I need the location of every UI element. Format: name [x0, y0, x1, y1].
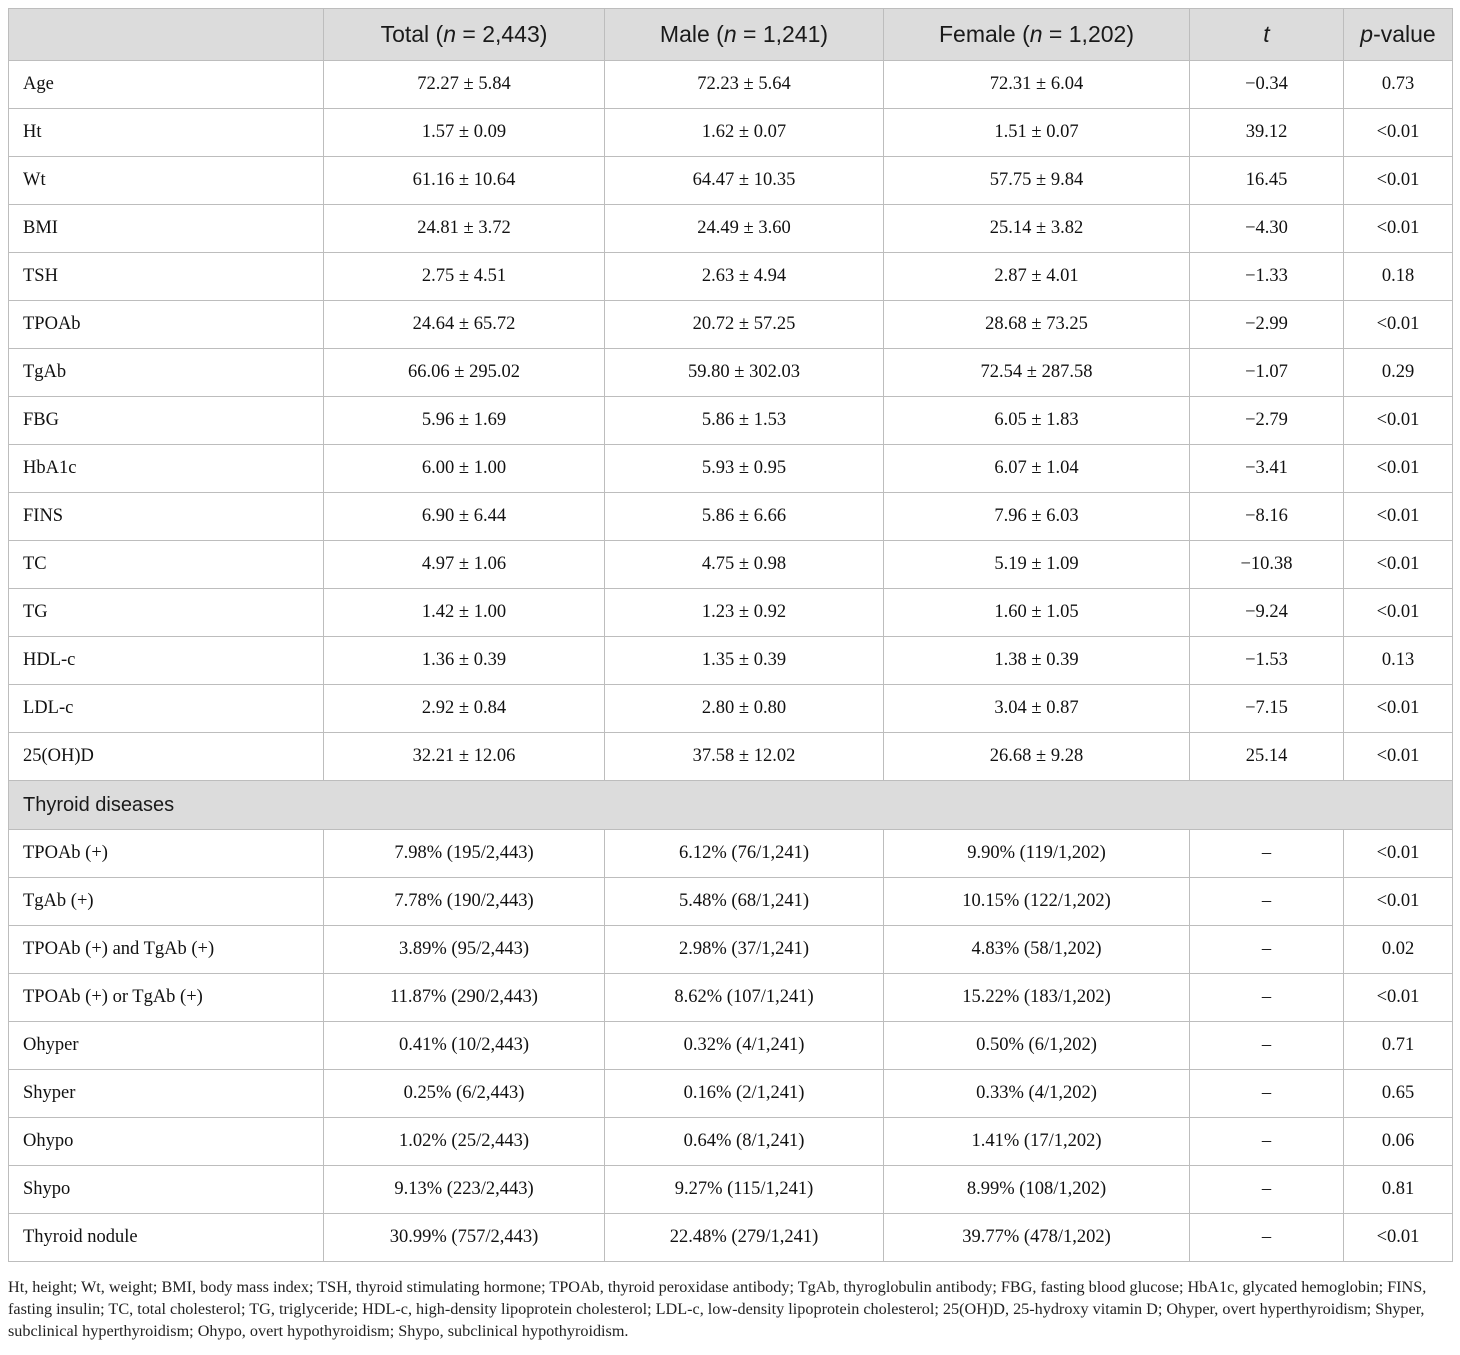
cell-total: 1.57 ± 0.09 — [324, 109, 605, 157]
cell-label: TPOAb (+) or TgAb (+) — [9, 974, 324, 1022]
cell-label: LDL-c — [9, 685, 324, 733]
cell-t: – — [1190, 1166, 1344, 1214]
cell-female: 72.31 ± 6.04 — [884, 61, 1190, 109]
cell-t: −9.24 — [1190, 589, 1344, 637]
cell-p: 0.06 — [1344, 1118, 1453, 1166]
cell-label: TPOAb (+) — [9, 830, 324, 878]
cell-p: 0.13 — [1344, 637, 1453, 685]
header-male: Male (n = 1,241) — [605, 9, 884, 61]
cell-female: 57.75 ± 9.84 — [884, 157, 1190, 205]
cell-female: 72.54 ± 287.58 — [884, 349, 1190, 397]
cell-label: Age — [9, 61, 324, 109]
cell-t: −8.16 — [1190, 493, 1344, 541]
cell-p: <0.01 — [1344, 205, 1453, 253]
cell-p: <0.01 — [1344, 1214, 1453, 1262]
cell-total: 5.96 ± 1.69 — [324, 397, 605, 445]
cell-female: 26.68 ± 9.28 — [884, 733, 1190, 781]
cell-p: <0.01 — [1344, 878, 1453, 926]
cell-female: 1.51 ± 0.07 — [884, 109, 1190, 157]
cell-male: 0.16% (2/1,241) — [605, 1070, 884, 1118]
cell-total: 7.98% (195/2,443) — [324, 830, 605, 878]
table-row — [9, 878, 1453, 926]
cell-label: Ohypo — [9, 1118, 324, 1166]
table-row — [9, 109, 1453, 157]
cell-p: <0.01 — [1344, 397, 1453, 445]
cell-t: – — [1190, 1214, 1344, 1262]
cell-total: 6.00 ± 1.00 — [324, 445, 605, 493]
cell-male: 5.86 ± 6.66 — [605, 493, 884, 541]
table-row — [9, 1166, 1453, 1214]
cell-label: Shypo — [9, 1166, 324, 1214]
cell-male: 4.75 ± 0.98 — [605, 541, 884, 589]
cell-p: <0.01 — [1344, 685, 1453, 733]
table-footnote: Ht, height; Wt, weight; BMI, body mass index; TSH, thyroid stimulating hormone; TPOAb, thyroid peroxidase antibody; TgAb, thyroglobulin antibody; FBG, fasting blood glucose; HbA1c, glycated hemoglobin; FINS, fasting insulin; TC, total cholesterol; TG, triglyceride; HDL-c, high-density lipoprotein cholesterol; LDL-c, low-density lipoprotein cholesterol; 25(OH)D, 25-hydroxy vitamin D; Ohyper, overt hyperthyroidism; Shyper, subclinical hyperthyroidism; Ohypo, overt hypothyroidism; Shypo, subclinical hypothyroidism. — [8, 1278, 1427, 1340]
cell-p: <0.01 — [1344, 157, 1453, 205]
cell-label: BMI — [9, 205, 324, 253]
cell-t: −2.79 — [1190, 397, 1344, 445]
cell-total: 24.64 ± 65.72 — [324, 301, 605, 349]
table-row — [9, 733, 1453, 781]
cell-total: 2.75 ± 4.51 — [324, 253, 605, 301]
cell-label: Ht — [9, 109, 324, 157]
cell-t: 16.45 — [1190, 157, 1344, 205]
cell-female: 1.38 ± 0.39 — [884, 637, 1190, 685]
cell-male: 2.98% (37/1,241) — [605, 926, 884, 974]
cell-t: −2.99 — [1190, 301, 1344, 349]
table-row — [9, 157, 1453, 205]
cell-total: 0.41% (10/2,443) — [324, 1022, 605, 1070]
cell-male: 9.27% (115/1,241) — [605, 1166, 884, 1214]
cell-total: 1.02% (25/2,443) — [324, 1118, 605, 1166]
cell-total: 11.87% (290/2,443) — [324, 974, 605, 1022]
cell-female: 9.90% (119/1,202) — [884, 830, 1190, 878]
cell-total: 30.99% (757/2,443) — [324, 1214, 605, 1262]
table-row — [9, 349, 1453, 397]
cell-p: <0.01 — [1344, 109, 1453, 157]
cell-p: <0.01 — [1344, 589, 1453, 637]
cell-total: 3.89% (95/2,443) — [324, 926, 605, 974]
cell-label: TgAb (+) — [9, 878, 324, 926]
cell-male: 6.12% (76/1,241) — [605, 830, 884, 878]
table-row — [9, 926, 1453, 974]
cell-total: 9.13% (223/2,443) — [324, 1166, 605, 1214]
cell-t: – — [1190, 1070, 1344, 1118]
cell-male: 59.80 ± 302.03 — [605, 349, 884, 397]
cell-label: FBG — [9, 397, 324, 445]
cell-total: 32.21 ± 12.06 — [324, 733, 605, 781]
cell-female: 7.96 ± 6.03 — [884, 493, 1190, 541]
cell-label: TSH — [9, 253, 324, 301]
table-row — [9, 493, 1453, 541]
cell-label: FINS — [9, 493, 324, 541]
cell-female: 15.22% (183/1,202) — [884, 974, 1190, 1022]
cell-p: 0.02 — [1344, 926, 1453, 974]
table-container — [8, 8, 1452, 1342]
cell-t: – — [1190, 830, 1344, 878]
cell-male: 1.35 ± 0.39 — [605, 637, 884, 685]
cell-label: Thyroid nodule — [9, 1214, 324, 1262]
table-row — [9, 1118, 1453, 1166]
cell-label: TPOAb — [9, 301, 324, 349]
cell-total: 61.16 ± 10.64 — [324, 157, 605, 205]
cell-male: 5.48% (68/1,241) — [605, 878, 884, 926]
cell-t: – — [1190, 1022, 1344, 1070]
cell-t: −4.30 — [1190, 205, 1344, 253]
cell-male: 2.80 ± 0.80 — [605, 685, 884, 733]
cell-male: 37.58 ± 12.02 — [605, 733, 884, 781]
section-row — [9, 781, 1453, 830]
cell-female: 39.77% (478/1,202) — [884, 1214, 1190, 1262]
cell-female: 2.87 ± 4.01 — [884, 253, 1190, 301]
cell-t: −1.33 — [1190, 253, 1344, 301]
cell-total: 6.90 ± 6.44 — [324, 493, 605, 541]
cell-female: 6.05 ± 1.83 — [884, 397, 1190, 445]
cell-p: <0.01 — [1344, 445, 1453, 493]
cell-label: 25(OH)D — [9, 733, 324, 781]
cell-female: 1.41% (17/1,202) — [884, 1118, 1190, 1166]
cell-p: <0.01 — [1344, 830, 1453, 878]
table-row — [9, 589, 1453, 637]
cell-total: 2.92 ± 0.84 — [324, 685, 605, 733]
cell-p: 0.81 — [1344, 1166, 1453, 1214]
cell-label: HbA1c — [9, 445, 324, 493]
cell-female: 5.19 ± 1.09 — [884, 541, 1190, 589]
cell-t: −0.34 — [1190, 61, 1344, 109]
cell-t: −3.41 — [1190, 445, 1344, 493]
cell-female: 6.07 ± 1.04 — [884, 445, 1190, 493]
cell-label: TgAb — [9, 349, 324, 397]
header-female: Female (n = 1,202) — [884, 9, 1190, 61]
cell-female: 8.99% (108/1,202) — [884, 1166, 1190, 1214]
cell-p: 0.29 — [1344, 349, 1453, 397]
header-total: Total (n = 2,443) — [324, 9, 605, 61]
cell-label: Shyper — [9, 1070, 324, 1118]
cell-p: 0.18 — [1344, 253, 1453, 301]
cell-label: TPOAb (+) and TgAb (+) — [9, 926, 324, 974]
header-row — [9, 9, 1453, 61]
table-row — [9, 1214, 1453, 1262]
cell-label: Ohyper — [9, 1022, 324, 1070]
cell-p: <0.01 — [1344, 974, 1453, 1022]
table-row — [9, 445, 1453, 493]
cell-label: TC — [9, 541, 324, 589]
table-row — [9, 685, 1453, 733]
header-p-value: p-value — [1344, 9, 1453, 61]
cell-total: 1.42 ± 1.00 — [324, 589, 605, 637]
cell-female: 0.33% (4/1,202) — [884, 1070, 1190, 1118]
cell-total: 0.25% (6/2,443) — [324, 1070, 605, 1118]
cell-p: 0.65 — [1344, 1070, 1453, 1118]
cell-male: 20.72 ± 57.25 — [605, 301, 884, 349]
cell-p: <0.01 — [1344, 493, 1453, 541]
cell-t: −1.53 — [1190, 637, 1344, 685]
cell-male: 2.63 ± 4.94 — [605, 253, 884, 301]
table-row — [9, 541, 1453, 589]
cell-t: 25.14 — [1190, 733, 1344, 781]
cell-female: 28.68 ± 73.25 — [884, 301, 1190, 349]
cell-t: – — [1190, 1118, 1344, 1166]
cell-total: 24.81 ± 3.72 — [324, 205, 605, 253]
header-label-blank — [9, 9, 324, 61]
cell-label: TG — [9, 589, 324, 637]
section-title: Thyroid diseases — [9, 781, 1453, 830]
table-header — [9, 9, 1453, 61]
cell-p: <0.01 — [1344, 733, 1453, 781]
cell-p: 0.73 — [1344, 61, 1453, 109]
cell-male: 22.48% (279/1,241) — [605, 1214, 884, 1262]
cell-t: 39.12 — [1190, 109, 1344, 157]
cell-female: 0.50% (6/1,202) — [884, 1022, 1190, 1070]
cell-male: 0.64% (8/1,241) — [605, 1118, 884, 1166]
cell-total: 1.36 ± 0.39 — [324, 637, 605, 685]
cell-label: HDL-c — [9, 637, 324, 685]
header-t: t — [1190, 9, 1344, 61]
cell-t: −7.15 — [1190, 685, 1344, 733]
cell-p: <0.01 — [1344, 541, 1453, 589]
cell-t: – — [1190, 878, 1344, 926]
cell-t: – — [1190, 926, 1344, 974]
cell-male: 64.47 ± 10.35 — [605, 157, 884, 205]
cell-male: 1.62 ± 0.07 — [605, 109, 884, 157]
table-row — [9, 637, 1453, 685]
cell-female: 10.15% (122/1,202) — [884, 878, 1190, 926]
cell-male: 5.86 ± 1.53 — [605, 397, 884, 445]
cell-total: 4.97 ± 1.06 — [324, 541, 605, 589]
cell-t: – — [1190, 974, 1344, 1022]
cell-male: 0.32% (4/1,241) — [605, 1022, 884, 1070]
cell-t: −1.07 — [1190, 349, 1344, 397]
cell-total: 72.27 ± 5.84 — [324, 61, 605, 109]
cell-male: 5.93 ± 0.95 — [605, 445, 884, 493]
table-body — [9, 61, 1453, 1262]
cell-female: 4.83% (58/1,202) — [884, 926, 1190, 974]
characteristics-table — [8, 8, 1453, 1262]
cell-male: 24.49 ± 3.60 — [605, 205, 884, 253]
cell-p: <0.01 — [1344, 301, 1453, 349]
table-row — [9, 397, 1453, 445]
table-row — [9, 61, 1453, 109]
cell-total: 7.78% (190/2,443) — [324, 878, 605, 926]
cell-male: 72.23 ± 5.64 — [605, 61, 884, 109]
table-row — [9, 1022, 1453, 1070]
table-row — [9, 1070, 1453, 1118]
cell-p: 0.71 — [1344, 1022, 1453, 1070]
table-row — [9, 301, 1453, 349]
cell-total: 66.06 ± 295.02 — [324, 349, 605, 397]
table-row — [9, 205, 1453, 253]
cell-t: −10.38 — [1190, 541, 1344, 589]
cell-male: 1.23 ± 0.92 — [605, 589, 884, 637]
cell-label: Wt — [9, 157, 324, 205]
cell-male: 8.62% (107/1,241) — [605, 974, 884, 1022]
cell-female: 1.60 ± 1.05 — [884, 589, 1190, 637]
table-row — [9, 974, 1453, 1022]
cell-female: 25.14 ± 3.82 — [884, 205, 1190, 253]
table-row — [9, 830, 1453, 878]
cell-female: 3.04 ± 0.87 — [884, 685, 1190, 733]
table-row — [9, 253, 1453, 301]
